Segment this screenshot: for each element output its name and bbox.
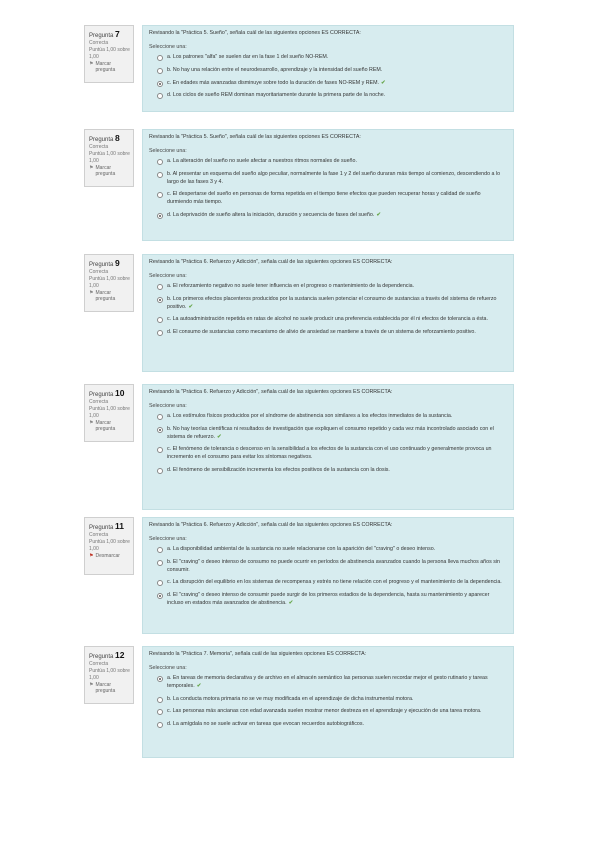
question-grade: Puntúa 1,00 sobre 1,00 (89, 47, 130, 60)
answer-option-text (167, 80, 385, 88)
question-text: Revisando la "Práctica 7. Memoria", señala cuál de las siguientes opciones ES CORRECTA: (149, 651, 367, 657)
question-label: Pregunta (89, 137, 114, 143)
radio-button[interactable] (157, 447, 163, 453)
answer-prompt: Seleccione una: (149, 535, 187, 542)
radio-button[interactable] (157, 213, 163, 219)
question-number-value: 8 (115, 133, 120, 143)
answer-option[interactable] (157, 329, 507, 337)
flag-question-link[interactable] (89, 165, 130, 179)
option-label: b. Al presentar un esquema del sueño algo peculiar, normalmente la fase 1 y 2 del sueño duraran más tiempo al comienzo, descendiendo a lo largo de las fases 3 y 4. (167, 171, 501, 185)
radio-button[interactable] (157, 593, 163, 599)
question-number-value: 10 (115, 388, 125, 398)
flag-question-link[interactable] (89, 553, 130, 560)
question-text: Revisando la "Práctica 5. Sueño", señala cuál de las siguientes opciones ES CORRECTA: (149, 30, 361, 36)
question-grade: Puntúa 1,00 sobre 1,00 (89, 668, 130, 681)
answer-option-text (167, 426, 507, 441)
radio-button[interactable] (157, 297, 163, 303)
question-content (142, 129, 514, 241)
answer-option[interactable] (157, 708, 507, 716)
answer-option[interactable] (157, 54, 507, 62)
answer-option-text (167, 67, 382, 75)
checkmark-icon: ✔ (188, 303, 193, 310)
answer-option-text (167, 171, 507, 186)
answer-prompt: Seleccione una: (149, 147, 187, 154)
answer-option-text (167, 212, 381, 220)
question-number-value: 9 (115, 258, 120, 268)
answer-option-text (167, 708, 481, 716)
option-label: a. Los patrones "alfa" se suelen dar en la fase 1 del sueño NO-REM. (167, 54, 329, 61)
answer-option[interactable] (157, 559, 507, 574)
question-info (84, 517, 134, 575)
flag-icon: ⚑ (89, 552, 94, 559)
answer-option[interactable] (157, 80, 507, 88)
answer-option[interactable] (157, 446, 507, 461)
option-label: a. En tareas de memoria declarativa y de archivo en el almacén semántico las personas suelen recordar mejor el gesto rutinario y tareas temporales. (167, 675, 488, 690)
answer-option-text (167, 329, 476, 337)
answer-option-text (167, 579, 502, 587)
question-state: Correcta (89, 269, 109, 276)
answer-option[interactable] (157, 413, 507, 421)
option-label: a. La disponibilidad ambiental de la sustancia no suele relacionarse con la aparición del "craving" o deseo intenso. (167, 546, 436, 553)
answer-option-text (167, 467, 390, 475)
answer-option-text (167, 446, 507, 461)
flag-label: Marcar pregunta (95, 419, 116, 433)
answer-option-text (167, 283, 414, 291)
answer-prompt: Seleccione una: (149, 664, 187, 671)
question-number-value: 7 (115, 29, 120, 39)
question-label: Pregunta (89, 33, 114, 39)
flag-label: Marcar pregunta (95, 289, 116, 303)
question-grade: Puntúa 1,00 sobre 1,00 (89, 151, 130, 164)
radio-button[interactable] (157, 676, 163, 682)
question-content (142, 254, 514, 372)
answer-option-text (167, 546, 435, 554)
question-number (89, 29, 130, 40)
question-content (142, 646, 514, 758)
question-info (84, 129, 134, 187)
checkmark-icon: ✔ (217, 433, 222, 440)
answer-option-text (167, 696, 413, 704)
question-number (89, 388, 130, 399)
question-info (84, 384, 134, 442)
question-content (142, 517, 514, 634)
flag-label: Marcar pregunta (95, 681, 116, 695)
answer-option[interactable] (157, 426, 507, 441)
checkmark-icon: ✔ (376, 211, 381, 218)
answer-option-text (167, 92, 385, 100)
question-label: Pregunta (89, 525, 114, 531)
option-label: d. El fenómeno de sensibilización incrementa los efectos positivos de la sustancia con la dosis. (167, 466, 390, 473)
radio-button[interactable] (157, 192, 163, 198)
question-text: Revisando la "Práctica 5. Sueño", señala cuál de las siguientes opciones ES CORRECTA: (149, 134, 361, 140)
answer-option[interactable] (157, 171, 507, 186)
flag-label: Marcar pregunta (95, 60, 116, 74)
question-info (84, 254, 134, 312)
radio-button[interactable] (157, 468, 163, 474)
answer-option[interactable] (157, 212, 507, 220)
answer-option[interactable] (157, 579, 507, 587)
radio-button[interactable] (157, 172, 163, 178)
option-label: b. La conducta motora primaria no se ve muy modificada en el aprendizaje de dicha instrumental motora. (167, 695, 414, 702)
option-label: b. El "craving" o deseo intenso de consumo no puede ocurrir en períodos de abstinencia avanzados cuando la persona lleva muchos años sin consumir. (167, 559, 500, 573)
answer-option-text (167, 316, 488, 324)
option-label: c. El fenómeno de tolerancia o descenso en la sensibilidad a los efectos de la sustancia con el uso continuado y generalmente provoca un incremento en el consumo para evitar los síntomas negativos. (167, 446, 492, 461)
radio-button[interactable] (157, 159, 163, 165)
flag-icon: ⚑ (89, 419, 94, 426)
question-text: Revisando la "Práctica 6. Refuerzo y Adicción", señala cuál de las siguientes opciones ES CORRECTA: (149, 522, 393, 528)
option-label: b. Los primeros efectos placenteros producidos por la sustancia suelen potenciar el consumo de sustancias a través del sistema de refuerzo positivo. (167, 296, 497, 310)
answer-option-text (167, 158, 357, 166)
answer-option[interactable] (157, 67, 507, 75)
option-label: a. El reforzamiento negativo no suele tener influencia en el progreso o mantenimiento de la dependencia. (167, 283, 415, 290)
checkmark-icon: ✔ (380, 79, 386, 86)
option-label: a. Los estímulos físicos producidos por el síndrome de abstinencia son similares a los efectos inmediatos de la sustancia. (167, 413, 453, 420)
option-label: b. No hay una relación entre el neurodesarrollo, aprendizaje y la intensidad del sueño REM. (167, 67, 383, 74)
answer-option[interactable] (157, 467, 507, 475)
question-number (89, 521, 130, 532)
flag-question-link[interactable] (89, 290, 130, 304)
question-grade: Puntúa 1,00 sobre 1,00 (89, 406, 130, 419)
question-label: Pregunta (89, 392, 114, 398)
radio-button[interactable] (157, 722, 163, 728)
radio-button[interactable] (157, 547, 163, 553)
answer-option[interactable] (157, 296, 507, 311)
question-info (84, 25, 134, 83)
radio-button[interactable] (157, 81, 163, 87)
answer-option[interactable] (157, 191, 507, 206)
flag-question-link[interactable] (89, 682, 130, 696)
question-label: Pregunta (89, 262, 114, 268)
question-state: Correcta (89, 144, 109, 151)
radio-button[interactable] (157, 317, 163, 323)
flag-icon: ⚑ (89, 681, 94, 688)
answer-option-text (167, 675, 507, 690)
radio-button[interactable] (157, 709, 163, 715)
flag-question-link[interactable] (89, 61, 130, 75)
question-grade: Puntúa 1,00 sobre 1,00 (89, 276, 130, 289)
question-state: Correcta (89, 40, 109, 47)
radio-button[interactable] (157, 560, 163, 566)
answer-option-text (167, 54, 328, 62)
radio-button[interactable] (157, 284, 163, 290)
question-info (84, 646, 134, 704)
answer-option-text (167, 191, 507, 206)
question-state: Correcta (89, 399, 109, 406)
answer-option[interactable] (157, 675, 507, 690)
answer-prompt: Seleccione una: (149, 43, 187, 50)
option-label: c. El despertarse del sueño en personas de forma repetida en el tiempo tiene efectos que pueden recuperar horas y calidad de sueño durmiendo más tiempo. (167, 191, 481, 206)
answer-prompt: Seleccione una: (149, 402, 187, 409)
answer-option-text (167, 296, 507, 311)
answer-prompt: Seleccione una: (149, 272, 187, 279)
radio-button[interactable] (157, 93, 163, 99)
answer-option[interactable] (157, 721, 507, 729)
question-content (142, 384, 514, 510)
answer-option-text (167, 413, 452, 421)
question-number-value: 11 (115, 521, 125, 531)
question-text: Revisando la "Práctica 6. Refuerzo y Adicción", señala cuál de las siguientes opciones ES CORRECTA: (149, 389, 393, 395)
option-label: c. Las personas más ancianas con edad avanzada suelen mostrar menor destreza en el aprendizaje y ejecución de una tarea motora. (167, 708, 482, 715)
answer-option[interactable] (157, 283, 507, 291)
option-label: a. La alteración del sueño no suele afectar a nuestros ritmos normales de sueño. (167, 158, 357, 165)
question-number (89, 650, 130, 661)
flag-question-link[interactable] (89, 420, 130, 434)
answer-option[interactable] (157, 316, 507, 324)
radio-button[interactable] (157, 68, 163, 74)
radio-button[interactable] (157, 55, 163, 61)
option-label: d. La deprivación de sueño altera la iniciación, duración y secuencia de fases del sueño. (167, 211, 375, 218)
question-number (89, 258, 130, 269)
radio-button[interactable] (157, 427, 163, 433)
flag-label: Desmarcar (95, 552, 120, 559)
radio-button[interactable] (157, 330, 163, 336)
answer-option-text (167, 559, 507, 574)
radio-button[interactable] (157, 580, 163, 586)
question-label: Pregunta (89, 654, 114, 660)
option-label: c. La autoadministración repetida en ratas de alcohol no suele producir una preferencia establecida por él ni efectos de tolerancia a ésta. (167, 316, 488, 323)
checkmark-icon: ✔ (288, 599, 294, 606)
option-label: d. El consumo de sustancias como mecanismo de alivio de ansiedad se mantiene a través de un sistema de reforzamiento positivo. (167, 329, 476, 336)
question-grade: Puntúa 1,00 sobre 1,00 (89, 539, 130, 552)
option-label: c. En edades más avanzadas disminuye sobre todo la duración de fases NO-REM y REM. (167, 79, 379, 86)
flag-icon: ⚑ (89, 60, 94, 67)
answer-option-text (167, 592, 507, 607)
checkmark-icon: ✔ (196, 683, 202, 690)
option-label: d. El "craving" o deseo intenso de consumir puede surgir de los primeros estadios de la dependencia, hasta su mantenimiento y aparecer incluso en estados más avanzados de abstinencia. (167, 592, 490, 606)
answer-option[interactable] (157, 592, 507, 607)
question-text: Revisando la "Práctica 6. Refuerzo y Adicción", señala cuál de las siguientes opciones ES CORRECTA: (149, 259, 393, 265)
question-content (142, 25, 514, 112)
option-label: d. Los ciclos de sueño REM dominan mayoritariamente durante la primera parte de la noche. (167, 92, 386, 99)
answer-option[interactable] (157, 92, 507, 100)
answer-option[interactable] (157, 696, 507, 704)
flag-icon: ⚑ (89, 164, 94, 171)
answer-option-text (167, 721, 364, 729)
answer-option[interactable] (157, 158, 507, 166)
question-number (89, 133, 130, 144)
question-state: Correcta (89, 661, 109, 668)
radio-button[interactable] (157, 414, 163, 420)
flag-icon: ⚑ (89, 289, 94, 296)
question-number-value: 12 (115, 650, 125, 660)
option-label: d. La amígdala no se suele activar en tareas que evocan recuerdos autobiográficos. (167, 721, 364, 728)
question-state: Correcta (89, 532, 109, 539)
radio-button[interactable] (157, 697, 163, 703)
answer-option[interactable] (157, 546, 507, 554)
option-label: c. La disrupción del equilibrio en los sistemas de recompensa y estrés no tiene relación con el progreso y el mantenimiento de la dependencia. (167, 579, 502, 586)
option-label: b. No hay teorías científicas ni resultados de investigación que expliquen el consumo repetido y cada vez más incontrolado asociado con el sistema de refuerzo. (167, 426, 494, 440)
flag-label: Marcar pregunta (95, 164, 116, 178)
